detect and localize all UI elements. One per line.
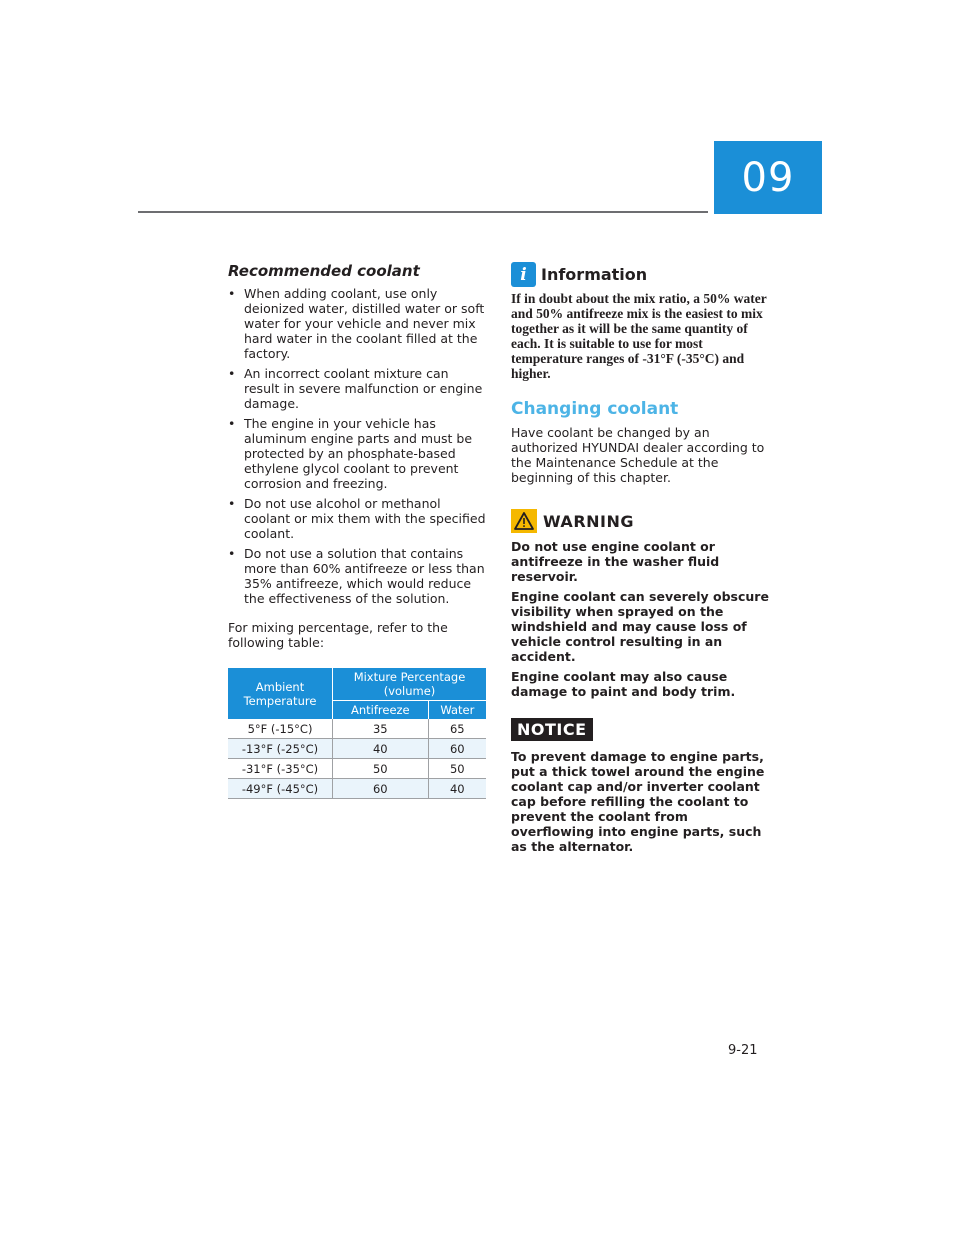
notice-text: To prevent damage to engine parts, put a thick towel around the engine coolant cap and/or inverter coolant cap before refilling the coolant to prevent the coolant from overflowing into engine parts, such as the alternator. <box>511 749 765 854</box>
warning-paragraph: Engine coolant can severely obscure visibility when sprayed on the windshield and may cause loss of vehicle control resulting in an accident. <box>511 589 769 664</box>
information-text: If in doubt about the mix ratio, a 50% water and 50% antifreeze mix is the easiest to mix together as it will be the same quantity of each. It is suitable to use for most temperature ranges of -31°F (-35°C) and higher. <box>511 291 767 381</box>
cell-antifreeze: 50 <box>333 759 429 779</box>
page-number: 9-21 <box>728 1043 758 1058</box>
table-row <box>228 719 486 739</box>
chapter-tab: 09 <box>714 141 822 214</box>
warning-heading <box>511 509 769 533</box>
table-row <box>228 759 486 779</box>
left-column <box>228 262 486 799</box>
header-mixture-percentage: Mixture Percentage (volume) <box>333 668 487 701</box>
information-heading <box>511 262 769 287</box>
header-ambient-temperature: Ambient Temperature <box>228 668 333 719</box>
header-water: Water <box>428 701 486 720</box>
changing-coolant-title: Changing coolant <box>511 399 679 419</box>
cell-temperature: 5°F (-15°C) <box>228 719 333 739</box>
warning-icon <box>511 509 537 533</box>
recommended-coolant-title: Recommended coolant <box>228 262 420 280</box>
cell-antifreeze: 35 <box>333 719 429 739</box>
cell-temperature: -13°F (-25°C) <box>228 739 333 759</box>
changing-coolant-text: Have coolant be changed by an authorized HYUNDAI dealer according to the Maintenance Schedule at the beginning of this chapter. <box>511 425 765 485</box>
information-icon: i <box>511 262 536 287</box>
cell-antifreeze: 40 <box>333 739 429 759</box>
coolant-bullet-list <box>228 286 486 606</box>
header-antifreeze: Antifreeze <box>333 701 429 720</box>
cell-antifreeze: 60 <box>333 779 429 799</box>
coolant-mixture-table <box>228 668 486 799</box>
right-column <box>511 262 769 859</box>
cell-temperature: -31°F (-35°C) <box>228 759 333 779</box>
bullet-item: • Do not use a solution that contains more than 60% antifreeze or less than 35% antifreeze, which would reduce the effectiveness of the solution. <box>228 546 486 606</box>
mixing-text: For mixing percentage, refer to the following table: <box>228 620 448 650</box>
bullet-item: • An incorrect coolant mixture can result in severe malfunction or engine damage. <box>228 366 486 411</box>
table-row <box>228 779 486 799</box>
cell-water: 50 <box>428 759 486 779</box>
header-rule <box>138 211 708 213</box>
table-row <box>228 739 486 759</box>
bullet-item: • The engine in your vehicle has aluminum engine parts and must be protected by an phosphate-based ethylene glycol coolant to prevent corrosion and freezing. <box>228 416 486 491</box>
cell-water: 40 <box>428 779 486 799</box>
information-title: Information <box>541 265 648 284</box>
warning-title: WARNING <box>543 511 634 531</box>
cell-water: 65 <box>428 719 486 739</box>
cell-temperature: -49°F (-45°C) <box>228 779 333 799</box>
bullet-item: • When adding coolant, use only deionized water, distilled water or soft water for your vehicle and never mix hard water in the coolant filled at the factory. <box>228 286 486 361</box>
warning-paragraph: Engine coolant may also cause damage to paint and body trim. <box>511 669 736 699</box>
bullet-item: • Do not use alcohol or methanol coolant or mix them with the specified coolant. <box>228 496 486 541</box>
notice-badge: NOTICE <box>511 718 593 741</box>
warning-paragraph: Do not use engine coolant or antifreeze in the washer fluid reservoir. <box>511 539 720 584</box>
cell-water: 60 <box>428 739 486 759</box>
